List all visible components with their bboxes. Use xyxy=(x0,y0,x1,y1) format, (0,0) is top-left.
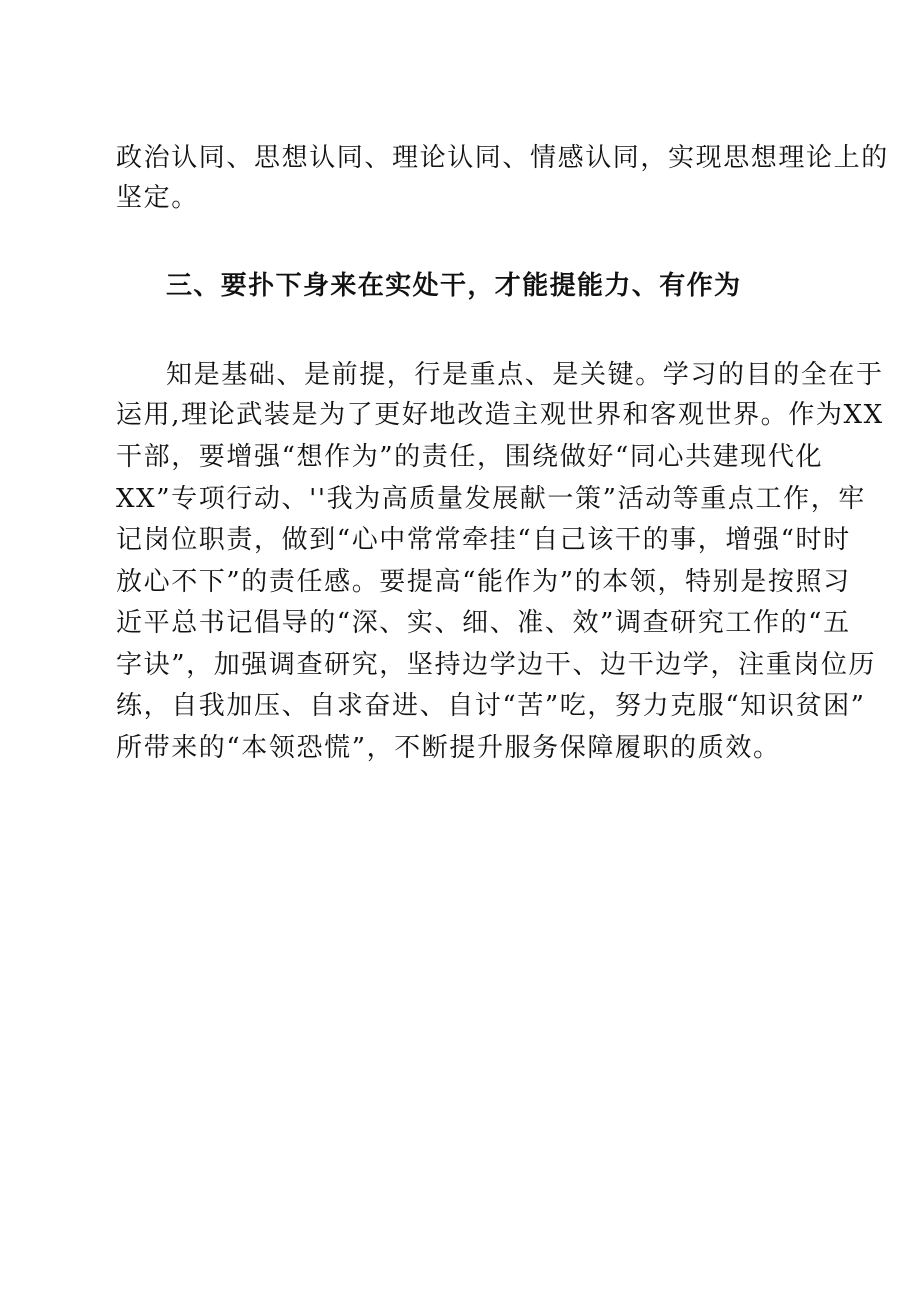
paragraph-line: 知是基础、是前提，行是重点、是关键。学习的目的全在于 xyxy=(166,360,884,390)
intro-line: 坚定。 xyxy=(116,183,199,213)
intro-line: 政治认同、思想认同、理论认同、情感认同，实现思想理论上的 xyxy=(116,143,889,173)
paragraph-line: 练，自我加压、自求奋进、自讨“苦”吃，努力克服“知识贫困” xyxy=(116,691,866,721)
paragraph-line: 放心不下”的责任感。要提高“能作为”的本领，特别是按照习 xyxy=(116,567,851,597)
paragraph-line: 运用,理论武装是为了更好地改造主观世界和客观世界。作为XX xyxy=(116,400,884,430)
paragraph-line: XX”专项行动、''我为高质量发展献一策”活动等重点工作，牢 xyxy=(116,484,866,514)
paragraph-line: 所带来的“本领恐慌”，不断提升服务保障履职的质效。 xyxy=(116,733,781,763)
paragraph-line: 字诀”，加强调查研究，坚持边学边干、边干边学，注重岗位历 xyxy=(116,650,877,680)
paragraph-line: 记岗位职责，做到“心中常常牵挂“自己该干的事，增强“时时 xyxy=(116,525,851,555)
paragraph-line: 干部，要增强“想作为”的责任，围绕做好“同心共建现代化 xyxy=(116,442,824,472)
paragraph-line: 近平总书记倡导的“深、实、细、准、效”调查研究工作的“五 xyxy=(116,608,851,638)
section-heading: 三、要扑下身来在实处干，才能提能力、有作为 xyxy=(166,271,742,301)
